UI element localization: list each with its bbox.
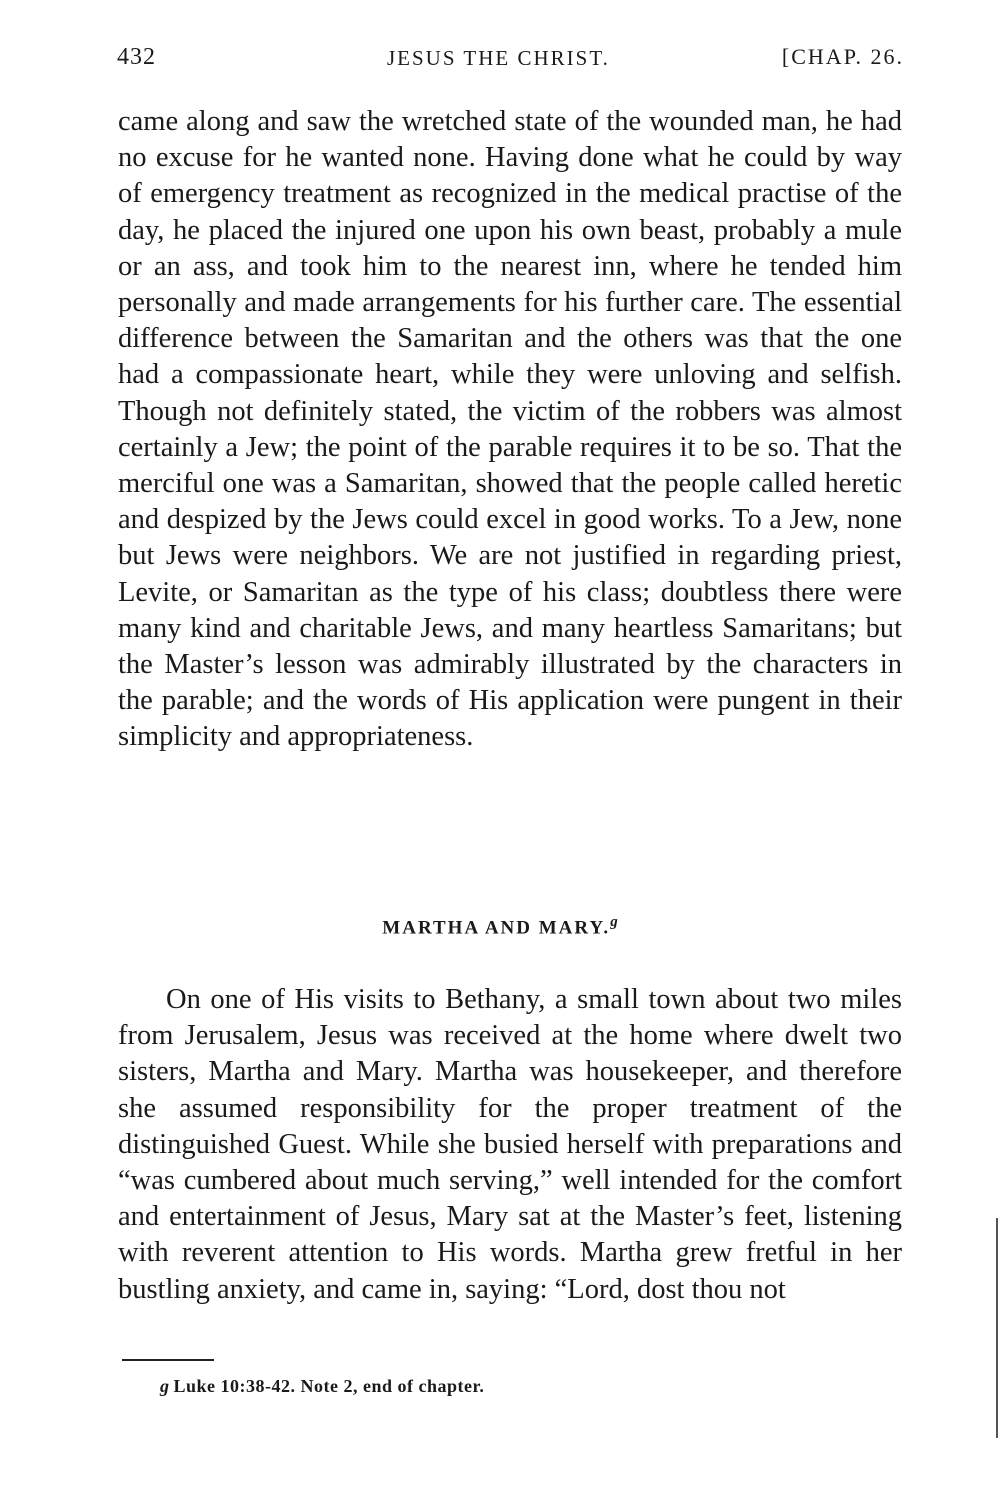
footnote [160, 1376, 484, 1397]
footnote-mark: g [160, 1376, 170, 1396]
footnote-reference: g [610, 914, 618, 930]
footnote-divider [122, 1359, 214, 1361]
paragraph-samaritan-conclusion: came along and saw the wretched state of the wounded man, he had no excuse for he wanted none. Having done what he could by way of emergency treatment as recognized in the medical practise of the day, he placed the injured one upon his own beast, probably a mule or an ass, and took him to the nearest inn, where he tended him personally and made arrangements for his further care. The essential difference between the Samaritan and the others was that the one had a compassionate heart, while they were unloving and selfish. Though not definitely stated, the victim of the robbers was almost certainly a Jew; the point of the parable requires it to be so. That the merciful one was a Samaritan, showed that the people called heretic and despized by the Jews could excel in good works. To a Jew, none but Jews were neighbors. We are not justified in regarding priest, Levite, or Samaritan as the type of his class; doubtless there were many kind and charitable Jews, and many heartless Samaritans; but the Master’s lesson was admirably illustrated by the characters in the parable; and the words of His application were pungent in their simplicity and appropriateness. [118, 106, 902, 753]
chapter-reference: [CHAP. 26. [781, 44, 904, 69]
footnote-text: Luke 10:38-42. Note 2, end of chapter. [173, 1376, 485, 1396]
section-heading [0, 914, 1000, 939]
section-heading-text: MARTHA AND MARY. [382, 917, 611, 939]
book-title: JESUS THE CHRIST. [387, 46, 610, 70]
scan-edge-line [996, 1218, 998, 1438]
paragraph-martha-and-mary: On one of His visits to Bethany, a small town about two miles from Jerusalem, Jesus was received at the home where dwelt two sisters, Martha and Mary. Martha was housekeeper, and therefore she assumed responsibility for the proper treatment of the distinguished Guest. While she busied herself with preparations and “was cumbered about much serving,” well intended for the comfort and entertainment of Jesus, Mary sat at the Master’s feet, listening with reverent attention to His words. Martha grew fretful in her bustling anxiety, and came in, saying: “Lord, dost thou not [118, 984, 902, 1305]
running-header [117, 44, 904, 80]
page-number: 432 [117, 44, 156, 70]
